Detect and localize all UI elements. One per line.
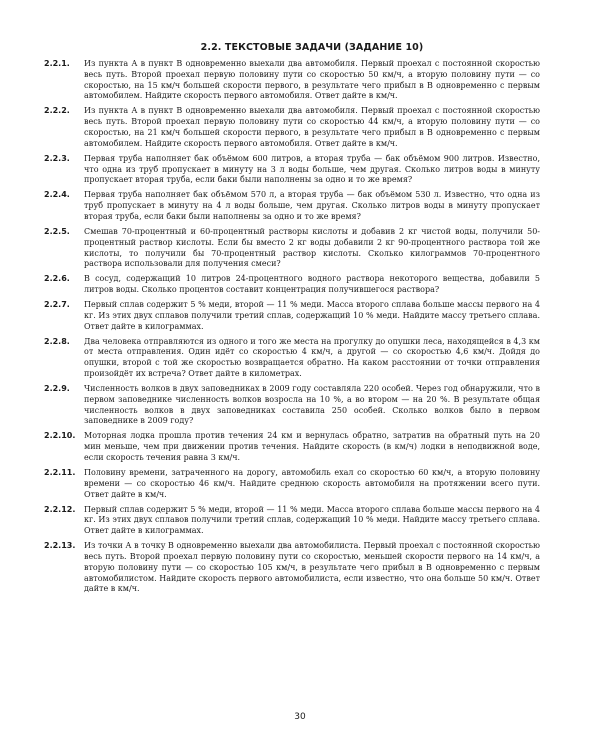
problem-item — [44, 467, 540, 500]
problem-item — [44, 106, 540, 149]
problem-text: В сосуд, содержащий 10 литров 24-процентного водного раствора некоторого вещества, добавили 5 литров воды. Сколько процентов составит концентрация получившегося раствора? — [84, 274, 540, 295]
problem-number: 2.2.4. — [44, 190, 70, 200]
problem-item — [44, 190, 540, 222]
problem-item — [44, 504, 540, 537]
problem-number: 2.2.5. — [44, 226, 70, 236]
problem-number: 2.2.13. — [44, 541, 76, 551]
page-number: 30 — [294, 712, 306, 722]
problem-text: Из точки А в точку В одновременно выехали два автомобилиста. Первый проехал с постоянной скоростью весь путь. Второй проехал первую половину пути со скоростью, меньшей скорости первого на 14 км/ч, а вторую половину пути — со скоростью 105 км/ч, в результате чего прибыл в В одновременно с первым автомобилистом. Найдите скорость первого автомобилиста, если известно, что она больше 50 км/ч. Ответ дайте в км/ч. — [84, 541, 540, 594]
problem-text: Первая труба наполняет бак объёмом 570 л, а вторая труба — бак объёмом 530 л. Известно, что одна из труб пропускает в минуту на 4 л воды больше, чем другая. Сколько литров воды в минуту пропускает вторая труба, если баки были наполнены за одно и то же время? — [84, 190, 540, 221]
problem-text: Численность волков в двух заповедниках в 2009 году составляла 220 особей. Через год обнаружили, что в первом заповеднике численность волков возросла на 10 %, а во втором — на 20 %. В результате общая численность волков в двух заповедниках составила 250 особей. Сколько волков было в первом заповеднике в 2009 году? — [84, 384, 540, 426]
problem-number: 2.2.1. — [44, 59, 70, 68]
problem-text: Два человека отправляются из одного и того же места на прогулку до опушки леса, находящейся в 4,3 км от места отправления. Один идёт со скоростью 4 км/ч, а другой — со скоростью 4,6 км/ч. Дойдя до опушки, второй с той же скоростью возвращается обратно. На каком расстоянии от точки отправления произойдёт их встреча? Ответ дайте в километрах. — [84, 336, 540, 379]
problem-number: 2.2.10. — [44, 431, 76, 441]
problem-number: 2.2.12. — [44, 504, 76, 514]
problem-number: 2.2.7. — [44, 300, 70, 310]
problem-number: 2.2.8. — [44, 336, 70, 346]
problem-text: Первый сплав содержит 5 % меди, второй — 11 % меди. Масса второго сплава больше массы первого на 4 кг. Из этих двух сплавов получили третий сплав, содержащий 10 % меди. Найдите массу третьего сплава. Ответ дайте в килограммах. — [84, 504, 540, 536]
problem-item — [44, 274, 540, 296]
problem-text: Смешав 70-процентный и 60-процентный растворы кислоты и добавив 2 кг чистой воды, получили 50-процентный раствор кислоты. Если бы вместо 2 кг воды добавили 2 кг 90-процентного раствора той же кислоты, то получили бы 70-процентный раствор кислоты. Сколько килограммов 70-процентного раствора использовали для получения смеси? — [84, 226, 540, 269]
section-title: 2.2. ТЕКСТОВЫЕ ЗАДАЧИ (ЗАДАНИЕ 10) — [200, 42, 424, 53]
problem-item — [44, 384, 540, 427]
problem-item — [44, 541, 540, 595]
problem-item — [44, 226, 540, 270]
problem-number: 2.2.11. — [44, 467, 76, 477]
problem-text: Из пункта А в пункт В одновременно выехали два автомобиля. Первый проехал с постоянной скоростью весь путь. Второй проехал первую половину пути со скоростью 44 км/ч, а вторую половину пути — со скоростью, на 21 км/ч большей скорости первого, в результате чего прибыл в В одновременно с первым автомобилем. Найдите скорость первого автомобиля. Ответ дайте в км/ч. — [84, 106, 540, 148]
problem-number: 2.2.6. — [44, 274, 70, 284]
problem-item — [44, 59, 540, 102]
problem-item — [44, 431, 540, 463]
problem-number: 2.2.2. — [44, 106, 70, 116]
problem-number: 2.2.9. — [44, 384, 70, 394]
problem-item — [44, 336, 540, 380]
problem-text: Первая труба наполняет бак объёмом 600 литров, а вторая труба — бак объёмом 900 литров. Известно, что одна из труб пропускает в минуту на 3 л воды больше, чем другая. Сколько литров воды в минуту пропускает вторая труба, если баки были наполнены за одно и то же время? — [84, 153, 540, 185]
problem-number: 2.2.3. — [44, 153, 70, 163]
problem-item — [44, 300, 540, 332]
problem-item — [44, 153, 540, 186]
problem-text: Из пункта А в пункт В одновременно выехали два автомобиля. Первый проехал с постоянной скоростью весь путь. Второй проехал первую половину пути со скоростью 50 км/ч, а вторую половину пути — со скоростью, на 15 км/ч большей скорости первого, в результате чего прибыл в В одновременно с первым автомобилем. Найдите скорость первого автомобиля. Ответ дайте в км/ч. — [84, 59, 540, 101]
problem-text: Первый сплав содержит 5 % меди, второй — 11 % меди. Масса второго сплава больше массы первого на 4 кг. Из этих двух сплавов получили третий сплав, содержащий 10 % меди. Найдите массу третьего сплава. Ответ дайте в килограммах. — [84, 300, 540, 331]
problem-list — [44, 59, 540, 595]
problem-text: Моторная лодка прошла против течения 24 км и вернулась обратно, затратив на обратный путь на 20 мин меньше, чем при движении против течения. Найдите скорость (в км/ч) лодки в неподвижной воде, если скорость течения равна 3 км/ч. — [84, 431, 540, 462]
problem-text: Половину времени, затраченного на дорогу, автомобиль ехал со скоростью 60 км/ч, а вторую половину времени — со скоростью 46 км/ч. Найдите среднюю скорость автомобиля на протяжении всего пути. Ответ дайте в км/ч. — [84, 467, 540, 499]
